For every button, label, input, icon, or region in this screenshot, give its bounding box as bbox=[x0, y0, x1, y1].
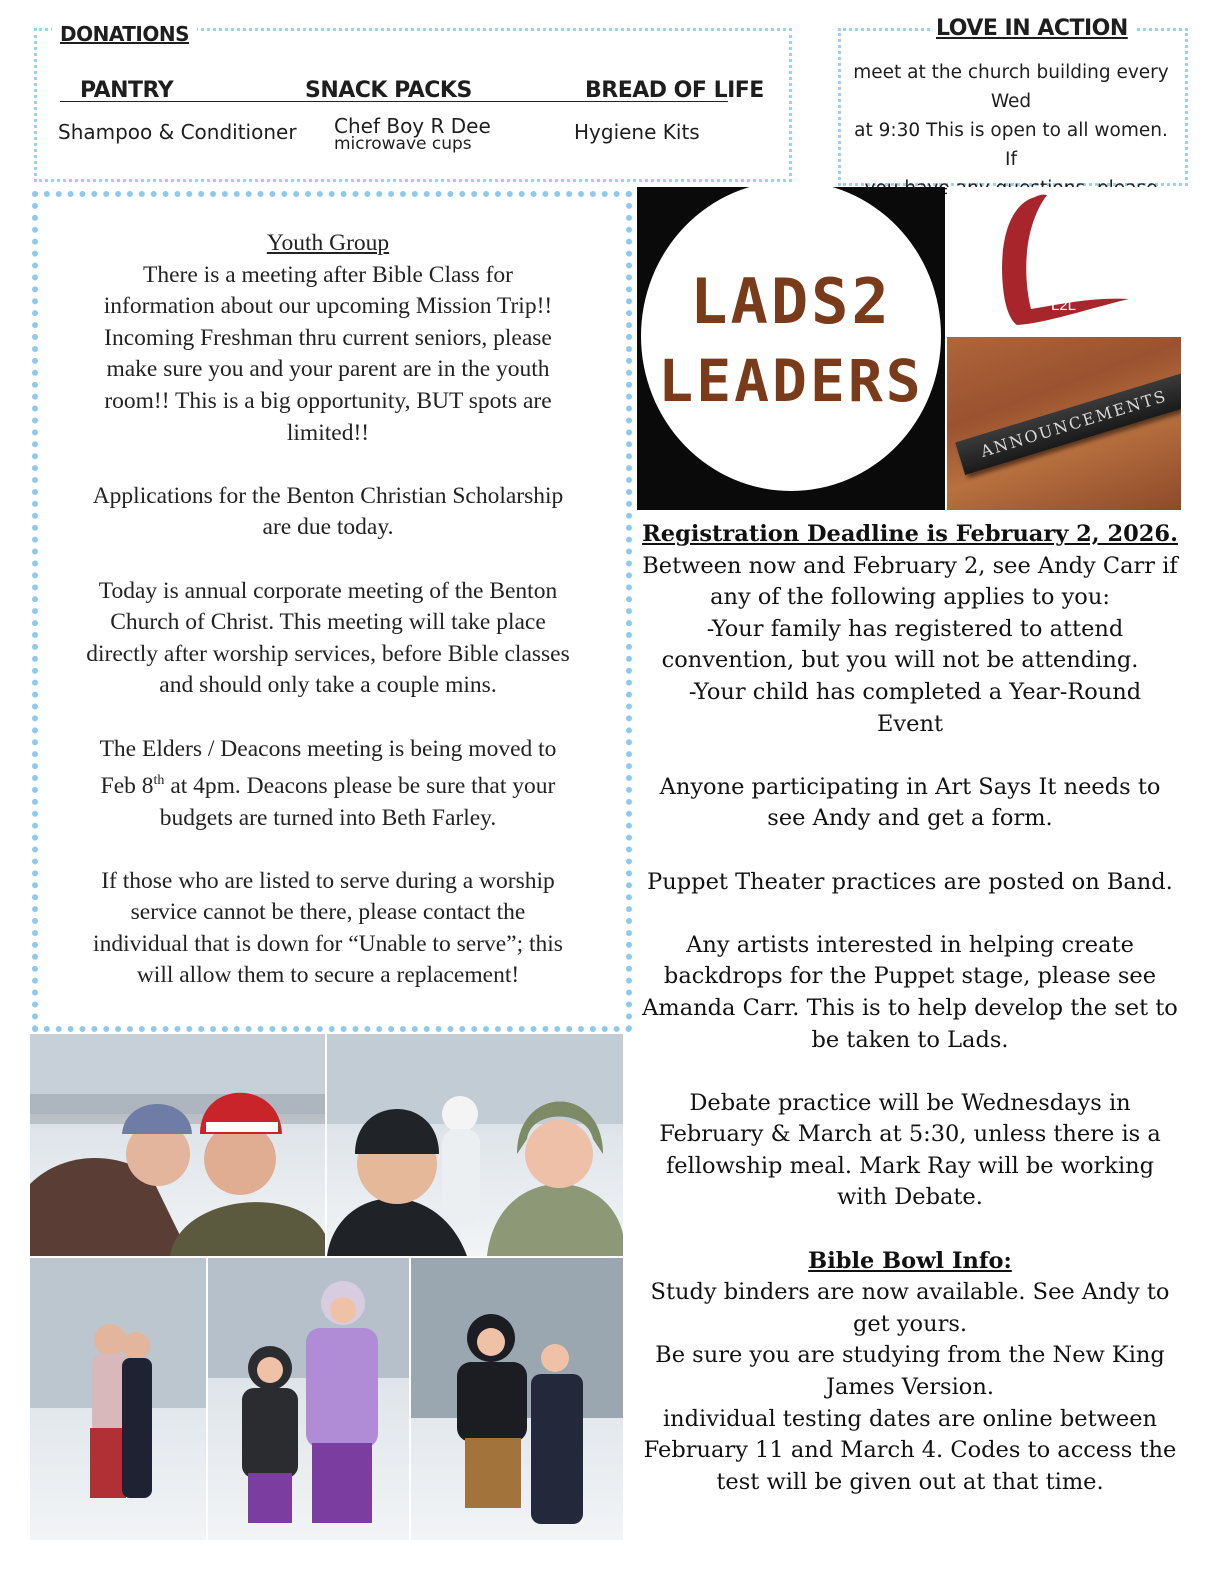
youth-line: Church of Christ. This meeting will take place bbox=[110, 609, 546, 636]
donations-title: DONATIONS bbox=[52, 22, 197, 46]
bread-of-life-item: Hygiene Kits bbox=[574, 120, 700, 144]
youth-line: individual that is down for “Unable to serve”; this bbox=[93, 930, 563, 957]
lads-line: see Andy and get a form. bbox=[767, 805, 1053, 832]
youth-line: make sure you and your parent are in the youth bbox=[106, 356, 550, 383]
snack-packs-item-line2: microwave cups bbox=[334, 134, 472, 154]
lads-line: individual testing dates are online between bbox=[662, 1405, 1158, 1432]
lads-line: -Your family has registered to attend bbox=[706, 615, 1124, 642]
photo-snowman-selfie bbox=[327, 1034, 623, 1256]
youth-line: The Elders / Deacons meeting is being moved to bbox=[99, 735, 557, 762]
love-line: at 9:30 This is open to all women. If bbox=[854, 120, 1168, 170]
youth-line-part: Feb 8 bbox=[100, 772, 154, 799]
lads-line: James Version. bbox=[826, 1374, 994, 1401]
l2l-logo bbox=[947, 187, 1181, 335]
youth-line: Applications for the Benton Christian Scholarship bbox=[92, 482, 564, 509]
lads-line: be taken to Lads. bbox=[811, 1026, 1009, 1053]
love-in-action-title: LOVE IN ACTION bbox=[930, 16, 1134, 41]
photo-two-kids bbox=[208, 1258, 409, 1540]
lads-line: test will be given out at that time. bbox=[716, 1468, 1104, 1495]
lads-line: Any artists interested in helping create bbox=[686, 931, 1134, 958]
youth-line: and should only take a couple mins. bbox=[159, 672, 497, 699]
lads-line: Be sure you are studying from the New King bbox=[655, 1342, 1165, 1369]
youth-line: are due today. bbox=[262, 514, 394, 541]
youth-line: will allow them to secure a replacement! bbox=[136, 962, 520, 989]
announcements-image bbox=[947, 337, 1181, 510]
couple-photo-figure bbox=[30, 1034, 325, 1256]
announcements-plaque: ANNOUNCEMENTS bbox=[955, 373, 1181, 475]
lads-line: Between now and February 2, see Andy Carr if bbox=[642, 552, 1178, 579]
lads-info-text bbox=[640, 519, 1180, 1498]
lads-line: get yours. bbox=[852, 1310, 968, 1337]
snack-packs-item-line1: Chef Boy R Dee bbox=[334, 114, 491, 138]
donations-box bbox=[34, 28, 792, 182]
youth-line: limited!! bbox=[286, 419, 370, 446]
waving-photo-figure bbox=[30, 1258, 206, 1540]
lads-line: Puppet Theater practices are posted on Band. bbox=[647, 868, 1173, 895]
love-line: meet at the church building every Wed bbox=[853, 62, 1169, 112]
photo-couple-selfie bbox=[30, 1034, 325, 1256]
lads-line: Event bbox=[877, 710, 943, 737]
youth-line: room!! This is a big opportunity, BUT spots are bbox=[104, 387, 552, 414]
kids-photo-figure bbox=[208, 1258, 409, 1540]
lads-line: fellowship meal. Mark Ray will be working bbox=[665, 1152, 1155, 1179]
snack-packs-header: SNACK PACKS bbox=[305, 78, 472, 103]
lads-line: February 11 and March 4. Codes to access the bbox=[643, 1437, 1177, 1464]
youth-line: directly after worship services, before Bible classes bbox=[86, 640, 570, 667]
snowman-photo-figure bbox=[327, 1034, 623, 1256]
l2l-logo-text: L2L bbox=[1051, 297, 1077, 314]
youth-line: If those who are listed to serve during a worship bbox=[101, 867, 555, 894]
youth-heading: Youth Group bbox=[266, 230, 390, 256]
lads-line: Debate practice will be Wednesdays in bbox=[689, 1089, 1131, 1116]
lads-line: Study binders are now available. See Andy to bbox=[650, 1279, 1170, 1306]
lads-line: Anyone participating in Art Says It needs to bbox=[659, 773, 1161, 800]
youth-line: Incoming Freshman thru current seniors, please bbox=[104, 324, 552, 351]
girl-boy-photo-figure bbox=[411, 1258, 623, 1540]
lads-logo-line1: LADS2 bbox=[690, 265, 892, 338]
youth-line: There is a meeting after Bible Class for bbox=[143, 261, 513, 288]
youth-line-sup: th bbox=[153, 773, 165, 789]
lads-line: February & March at 5:30, unless there is a bbox=[659, 1121, 1161, 1148]
youth-text bbox=[46, 228, 610, 992]
lads-to-leaders-logo bbox=[637, 187, 945, 510]
photo-girl-and-boy bbox=[411, 1258, 623, 1540]
youth-line: budgets are turned into Beth Farley. bbox=[159, 804, 497, 831]
snack-packs-item bbox=[334, 116, 491, 154]
youth-line bbox=[46, 765, 610, 802]
youth-line: information about our upcoming Mission Trip!! bbox=[103, 293, 553, 320]
lads-line: -Your child has completed a Year-Round bbox=[688, 678, 1142, 705]
registration-deadline: Registration Deadline is February 2, 2026. bbox=[642, 521, 1178, 547]
youth-line: Today is annual corporate meeting of the Benton bbox=[98, 577, 558, 604]
photo-two-waving bbox=[30, 1258, 206, 1540]
bread-of-life-header: BREAD OF LIFE bbox=[585, 78, 764, 103]
lads-line: with Debate. bbox=[837, 1184, 983, 1211]
lads-line: any of the following applies to you: bbox=[710, 584, 1110, 611]
pantry-header: PANTRY bbox=[80, 78, 174, 103]
bible-bowl-heading: Bible Bowl Info: bbox=[808, 1247, 1012, 1274]
lads-logo-line2: LEADERS bbox=[658, 347, 924, 415]
lads-line: Amanda Carr. This is to help develop the set to bbox=[642, 994, 1178, 1021]
lads-logo-circle bbox=[641, 187, 941, 491]
youth-line: service cannot be there, please contact the bbox=[130, 899, 526, 926]
lads-line: convention, but you will not be attending. bbox=[661, 647, 1139, 674]
youth-line-part: at 4pm. Deacons please be sure that your bbox=[164, 772, 556, 799]
lads-line: backdrops for the Puppet stage, please see bbox=[663, 963, 1157, 990]
pantry-item: Shampoo & Conditioner bbox=[58, 120, 297, 144]
